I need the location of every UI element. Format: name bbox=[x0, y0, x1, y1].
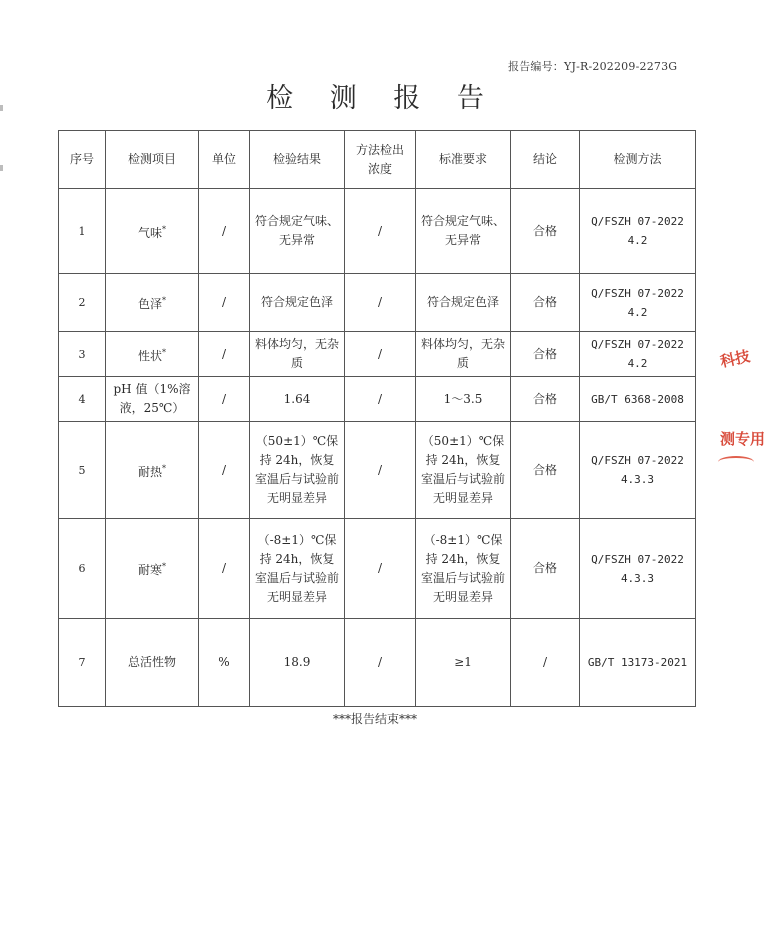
result-cell: 符合规定色泽 bbox=[250, 274, 345, 332]
cma-mark: * bbox=[162, 296, 166, 305]
cma-mark: * bbox=[162, 224, 166, 234]
unit-cell: % bbox=[199, 619, 250, 707]
test-method-cell bbox=[580, 619, 696, 707]
test-item-label: pH 值（1%溶液，25℃） bbox=[113, 382, 191, 415]
test-item-cell bbox=[106, 332, 199, 377]
conclusion-cell: 合格 bbox=[511, 519, 580, 619]
row-number-cell: 7 bbox=[59, 619, 106, 707]
conclusion-cell: 合格 bbox=[511, 274, 580, 332]
table-row bbox=[59, 422, 696, 519]
test-method-line: 4.2 bbox=[627, 305, 648, 319]
test-method-line: GB/T 6368-2008 bbox=[591, 392, 684, 406]
unit-cell: / bbox=[199, 274, 250, 332]
standard-requirement-cell: （50±1）℃保持 24h，恢复室温后与试验前无明显差异 bbox=[416, 422, 511, 519]
document-title: 检 测 报 告 bbox=[266, 83, 498, 114]
table-row bbox=[59, 274, 696, 332]
test-item-label: 色泽 bbox=[137, 297, 162, 311]
conclusion-cell: 合格 bbox=[511, 377, 580, 422]
result-cell: 符合规定气味、无异常 bbox=[250, 189, 345, 274]
detection-limit-cell: / bbox=[345, 377, 416, 422]
scan-edge-mark bbox=[0, 165, 3, 171]
report-number: 报告编号：YJ-R-202209-2273G bbox=[508, 60, 678, 73]
unit-cell: / bbox=[199, 377, 250, 422]
header-cell: 检测项目 bbox=[106, 131, 199, 189]
table-row bbox=[59, 619, 696, 707]
standard-requirement-cell: （-8±1）℃保持 24h，恢复室温后与试验前无明显差异 bbox=[416, 519, 511, 619]
detection-limit-cell: / bbox=[345, 619, 416, 707]
stamp-text-top: 科技 bbox=[718, 347, 752, 371]
row-number-cell: 2 bbox=[59, 274, 106, 332]
red-stamp-partial bbox=[712, 340, 765, 480]
test-item-label: 性状 bbox=[137, 348, 162, 363]
unit-cell: / bbox=[199, 422, 250, 519]
table-row bbox=[59, 332, 696, 377]
row-number-cell: 6 bbox=[59, 519, 106, 619]
row-number-cell: 5 bbox=[59, 422, 106, 519]
test-item-cell bbox=[106, 422, 199, 519]
standard-requirement-cell: 符合规定色泽 bbox=[416, 274, 511, 332]
test-item-label: 耐寒 bbox=[137, 563, 162, 577]
conclusion-cell: 合格 bbox=[511, 422, 580, 519]
cma-mark: * bbox=[162, 463, 166, 473]
standard-requirement-cell: 料体均匀，无杂质 bbox=[416, 332, 511, 377]
detection-limit-cell: / bbox=[345, 422, 416, 519]
test-method-line: Q/FSZH 07-2022 bbox=[591, 215, 684, 228]
result-cell: 料体均匀，无杂质 bbox=[250, 332, 345, 377]
stamp-arc bbox=[718, 456, 754, 468]
conclusion-cell: 合格 bbox=[511, 332, 580, 377]
test-item-cell bbox=[106, 189, 199, 274]
test-method-cell bbox=[580, 274, 696, 332]
table-body bbox=[59, 189, 696, 707]
test-method-cell bbox=[580, 332, 696, 377]
test-item-label: 总活性物 bbox=[127, 655, 176, 669]
header-cell: 检验结果 bbox=[250, 131, 345, 189]
test-method-cell bbox=[580, 377, 696, 422]
detection-limit-cell: / bbox=[345, 519, 416, 619]
table-header-row bbox=[59, 131, 696, 189]
test-method-cell bbox=[580, 519, 696, 619]
result-cell: （-8±1）℃保持 24h，恢复室温后与试验前无明显差异 bbox=[250, 519, 345, 619]
scan-edge-mark bbox=[0, 105, 3, 111]
test-method-line: Q/FSZH 07-2022 bbox=[591, 286, 684, 300]
test-method-line: 4.3.3 bbox=[620, 571, 655, 585]
test-method-line: 4.3.3 bbox=[620, 473, 655, 486]
result-cell: 18.9 bbox=[250, 619, 345, 707]
header-cell: 方法检出浓度 bbox=[345, 131, 416, 189]
row-number-cell: 4 bbox=[59, 377, 106, 422]
standard-requirement-cell: ≥1 bbox=[416, 619, 511, 707]
unit-cell: / bbox=[199, 189, 250, 274]
test-item-cell bbox=[106, 519, 199, 619]
test-item-cell bbox=[106, 619, 199, 707]
detection-limit-cell: / bbox=[345, 332, 416, 377]
header-cell: 序号 bbox=[59, 131, 106, 189]
result-cell: 1.64 bbox=[250, 377, 345, 422]
header-cell: 标准要求 bbox=[416, 131, 511, 189]
header-cell: 结论 bbox=[511, 131, 580, 189]
header-cell: 单位 bbox=[199, 131, 250, 189]
header-cell: 检测方法 bbox=[580, 131, 696, 189]
cma-mark: * bbox=[162, 347, 166, 357]
test-method-line: GB/T 13173-2021 bbox=[587, 656, 688, 669]
report-end-mark: ***报告结束*** bbox=[332, 712, 417, 726]
test-item-cell bbox=[106, 377, 199, 422]
test-item-label: 耐热 bbox=[137, 464, 162, 479]
test-method-line: 4.2 bbox=[627, 234, 648, 247]
table-row bbox=[59, 377, 696, 422]
detection-limit-cell: / bbox=[345, 274, 416, 332]
stamp-text-bottom: 测专用 bbox=[720, 430, 765, 448]
table-row bbox=[59, 519, 696, 619]
test-method-line: 4.2 bbox=[627, 357, 648, 370]
cma-mark: * bbox=[162, 562, 166, 571]
row-number-cell: 1 bbox=[59, 189, 106, 274]
unit-cell: / bbox=[199, 519, 250, 619]
conclusion-cell: 合格 bbox=[511, 189, 580, 274]
test-method-cell bbox=[580, 189, 696, 274]
standard-requirement-cell: 1～3.5 bbox=[416, 377, 511, 422]
test-method-line: Q/FSZH 07-2022 bbox=[591, 338, 684, 351]
standard-requirement-cell: 符合规定气味、无异常 bbox=[416, 189, 511, 274]
test-results-table bbox=[58, 130, 696, 707]
result-cell: （50±1）℃保持 24h，恢复室温后与试验前无明显差异 bbox=[250, 422, 345, 519]
test-method-line: Q/FSZH 07-2022 bbox=[591, 552, 684, 566]
conclusion-cell: / bbox=[511, 619, 580, 707]
test-method-cell bbox=[580, 422, 696, 519]
test-item-label: 气味 bbox=[137, 225, 162, 240]
row-number-cell: 3 bbox=[59, 332, 106, 377]
test-method-line: Q/FSZH 07-2022 bbox=[591, 454, 684, 467]
test-item-cell bbox=[106, 274, 199, 332]
table-row bbox=[59, 189, 696, 274]
unit-cell: / bbox=[199, 332, 250, 377]
detection-limit-cell: / bbox=[345, 189, 416, 274]
